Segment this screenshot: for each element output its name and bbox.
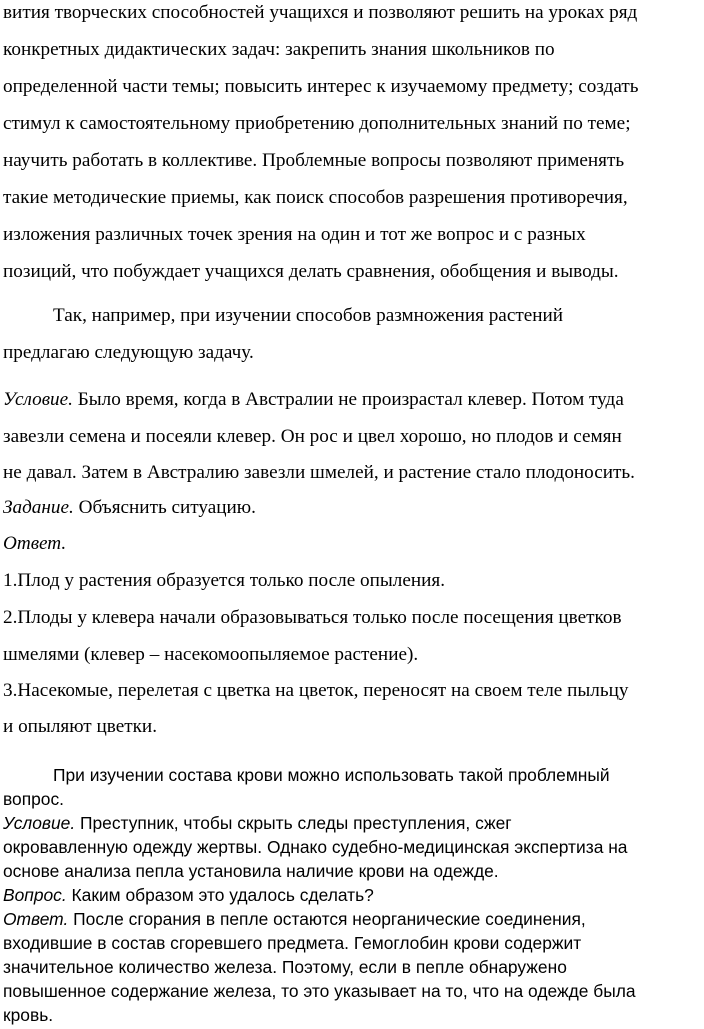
text-line — [3, 813, 512, 834]
text-line: При изучении состава крови можно использовать такой проблемный — [53, 765, 610, 785]
text-line: вития творческих способностей учащихся и позволяют решить на уроках ряд — [3, 2, 638, 23]
text-line — [3, 909, 586, 930]
text-line: окровавленную одежду жертвы. Однако судебно-медицинская экспертиза на — [3, 837, 628, 857]
text-line: вопрос. — [3, 789, 65, 809]
text-line: не давал. Затем в Австралию завезли шмелей, и растение стало плодоносить. — [3, 462, 635, 483]
text-line: такие методические приемы, как поиск способов разрешения противоречия, — [3, 187, 628, 208]
task-text: Объяснить ситуацию. — [73, 497, 256, 518]
text-line: определенной части темы; повысить интерес к изучаемому предмету; создать — [3, 76, 639, 97]
answer-item: и опыляют цветки. — [3, 716, 157, 737]
text-line — [3, 885, 374, 906]
text-line: основе анализа пепла установила наличие крови на одежде. — [3, 861, 499, 881]
text-line: научить работать в коллективе. Проблемные вопросы позволяют применять — [3, 150, 625, 171]
text-line: стимул к самостоятельному приобретению дополнительных знаний по теме; — [3, 113, 631, 134]
answer-item: шмелями (клевер – насекомоопыляемое растение). — [3, 644, 419, 665]
question-text: Каким образом это удалось сделать? — [66, 885, 374, 905]
text-line: завезли семена и посеяли клевер. Он рос и цвел хорошо, но плодов и семян — [3, 426, 622, 447]
text-line: входившие в состав сгоревшего предмета. Гемоглобин крови содержит — [3, 933, 582, 953]
answer-text: После сгорания в пепле остаются неорганические соединения, — [68, 909, 586, 929]
answer-label: Ответ. — [3, 533, 67, 554]
condition-label: Условие. — [3, 813, 76, 833]
answer-label: Ответ. — [3, 909, 69, 929]
text-line: изложения различных точек зрения на один и тот же вопрос и с разных — [3, 224, 586, 245]
text-line — [3, 389, 624, 411]
text-line: предлагаю следующую задачу. — [3, 342, 254, 363]
answer-item: 2.Плоды у клевера начали образовываться только после посещения цветков — [3, 607, 622, 628]
answer-item: 1.Плод у растения образуется только после опыления. — [3, 570, 446, 591]
text-line — [3, 497, 256, 519]
question-label: Вопрос. — [3, 885, 67, 905]
text-line: кровь. — [3, 1005, 54, 1025]
text-line: Так, например, при изучении способов размножения растений — [53, 305, 564, 326]
text-line: значительное количество железа. Поэтому, если в пепле обнаружено — [3, 957, 567, 977]
condition-text: Было время, когда в Австралии не произрастал клевер. Потом туда — [72, 389, 624, 410]
text-line: конкретных дидактических задач: закрепить знания школьников по — [3, 39, 555, 60]
answer-item: 3.Насекомые, перелетая с цветка на цветок, переносят на своем теле пыльцу — [3, 680, 629, 701]
text-line: позиций, что побуждает учащихся делать сравнения, обобщения и выводы. — [3, 261, 619, 282]
condition-text: Преступник, чтобы скрыть следы преступления, сжег — [75, 813, 512, 833]
text-line: повышенное содержание железа, то это указывает на то, что на одежде была — [3, 981, 636, 1001]
task-label: Задание. — [3, 497, 74, 518]
condition-label: Условие. — [3, 389, 73, 410]
